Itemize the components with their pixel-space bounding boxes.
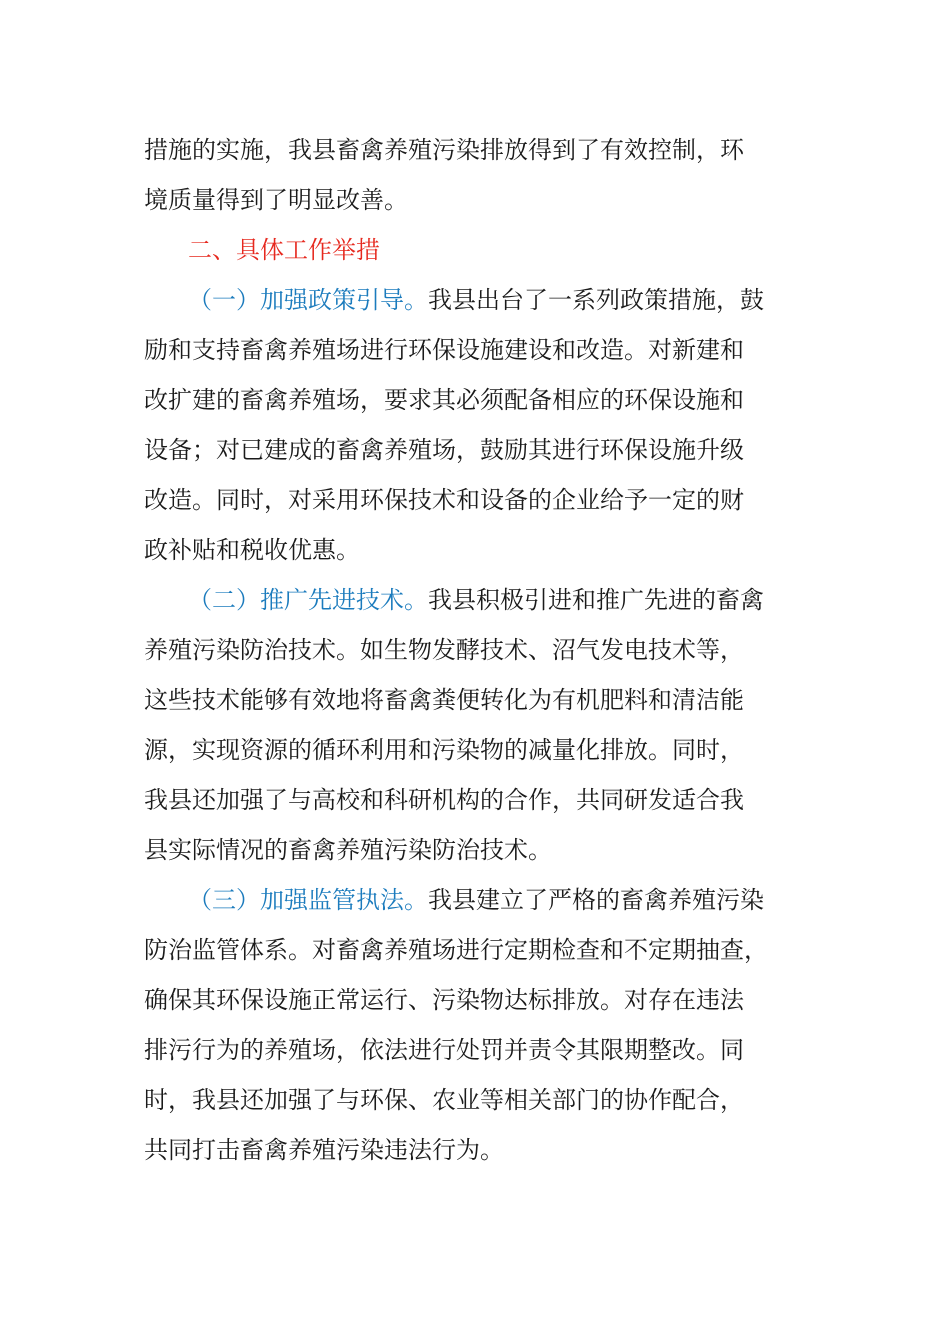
section-2-line: 县实际情况的畜禽养殖污染防治技术。: [144, 836, 552, 864]
section-1-label: （一）加强政策引导。: [188, 286, 428, 314]
section-3-line: 排污行为的养殖场，依法进行处罚并责令其限期整改。同: [144, 1036, 744, 1064]
section-1-line: 改造。同时，对采用环保技术和设备的企业给予一定的财: [144, 486, 744, 514]
section-heading: 二、具体工作举措: [188, 236, 380, 264]
section-1-line: 改扩建的畜禽养殖场，要求其必须配备相应的环保设施和: [144, 386, 744, 414]
section-2-line: 养殖污染防治技术。如生物发酵技术、沼气发电技术等，: [144, 636, 744, 664]
section-2-first-line: [144, 575, 806, 625]
section-3-line: 共同打击畜禽养殖污染违法行为。: [144, 1136, 504, 1164]
section-3-first-line: [144, 875, 806, 925]
section-3-line: 确保其环保设施正常运行、污染物达标排放。对存在违法: [144, 986, 744, 1014]
section-3-line: 防治监管体系。对畜禽养殖场进行定期检查和不定期抽查，: [144, 936, 768, 964]
intro-line: 境质量得到了明显改善。: [144, 186, 408, 214]
section-2-first-line-text: 我县积极引进和推广先进的畜禽: [428, 586, 764, 614]
body-text: [144, 125, 806, 1175]
section-1-line: 政补贴和税收优惠。: [144, 536, 360, 564]
section-3-label: （三）加强监管执法。: [188, 886, 428, 914]
intro-line: 措施的实施，我县畜禽养殖污染排放得到了有效控制，环: [144, 136, 744, 164]
section-2-label: （二）推广先进技术。: [188, 586, 428, 614]
section-3-first-line-text: 我县建立了严格的畜禽养殖污染: [428, 886, 764, 914]
section-2-line: 源，实现资源的循环利用和污染物的减量化排放。同时，: [144, 736, 744, 764]
section-1-first-line: [144, 275, 806, 325]
section-1-line: 励和支持畜禽养殖场进行环保设施建设和改造。对新建和: [144, 336, 744, 364]
section-1-line: 设备；对已建成的畜禽养殖场，鼓励其进行环保设施升级: [144, 436, 744, 464]
section-2-line: 我县还加强了与高校和科研机构的合作，共同研发适合我: [144, 786, 744, 814]
section-2-line: 这些技术能够有效地将畜禽粪便转化为有机肥料和清洁能: [144, 686, 744, 714]
section-3-line: 时，我县还加强了与环保、农业等相关部门的协作配合，: [144, 1086, 744, 1114]
section-1-first-line-text: 我县出台了一系列政策措施，鼓: [428, 286, 764, 314]
